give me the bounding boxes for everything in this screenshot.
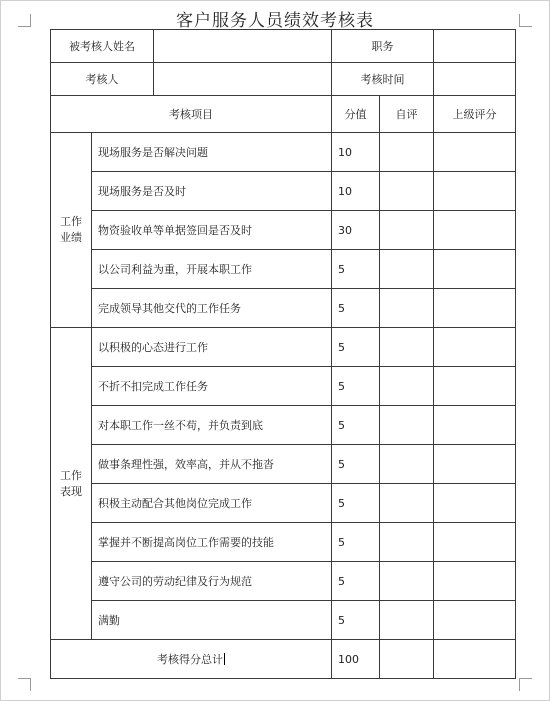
item-label: 现场服务是否解决问题 <box>92 133 332 172</box>
item-label: 遵守公司的劳动纪律及行为规范 <box>92 562 332 601</box>
item-score: 5 <box>332 601 380 640</box>
superior-score-cell[interactable] <box>434 367 516 406</box>
item-score: 5 <box>332 328 380 367</box>
self-score-cell[interactable] <box>380 250 434 289</box>
item-label: 掌握并不断提高岗位工作需要的技能 <box>92 523 332 562</box>
table-row <box>51 445 516 484</box>
header-row-assessor <box>51 63 516 96</box>
self-score-cell[interactable] <box>380 406 434 445</box>
section-label-conduct: 工作 表现 <box>51 328 92 640</box>
table-row <box>51 562 516 601</box>
self-score-cell[interactable] <box>380 172 434 211</box>
item-score: 5 <box>332 445 380 484</box>
assessor-field[interactable] <box>154 63 332 96</box>
self-score-cell[interactable] <box>380 484 434 523</box>
item-label: 以积极的心态进行工作 <box>92 328 332 367</box>
assessor-label: 考核人 <box>51 63 154 96</box>
superior-score-cell[interactable] <box>434 211 516 250</box>
item-score: 10 <box>332 133 380 172</box>
item-label: 满勤 <box>92 601 332 640</box>
table-row <box>51 289 516 328</box>
table-row <box>51 328 516 367</box>
superior-score-cell[interactable] <box>434 172 516 211</box>
self-score-cell[interactable] <box>380 601 434 640</box>
header-row-name <box>51 30 516 63</box>
superior-score-cell[interactable] <box>434 289 516 328</box>
item-score: 5 <box>332 367 380 406</box>
total-self-cell[interactable] <box>380 640 434 679</box>
assess-time-field[interactable] <box>434 63 516 96</box>
column-header-superior: 上级评分 <box>434 96 516 133</box>
column-header-self: 自评 <box>380 96 434 133</box>
section-label-performance: 工作 业绩 <box>51 133 92 328</box>
item-score: 30 <box>332 211 380 250</box>
self-score-cell[interactable] <box>380 523 434 562</box>
superior-score-cell[interactable] <box>434 445 516 484</box>
column-header-score: 分值 <box>332 96 380 133</box>
superior-score-cell[interactable] <box>434 523 516 562</box>
total-score: 100 <box>332 640 380 679</box>
assessee-name-field[interactable] <box>154 30 332 63</box>
total-row <box>51 640 516 679</box>
total-label: 考核得分总计 <box>157 653 223 666</box>
table-row <box>51 406 516 445</box>
superior-score-cell[interactable] <box>434 484 516 523</box>
margin-mark-bottom-left <box>18 678 31 691</box>
item-score: 5 <box>332 406 380 445</box>
table-row <box>51 211 516 250</box>
self-score-cell[interactable] <box>380 367 434 406</box>
total-label-cell[interactable] <box>51 640 332 679</box>
assess-time-label: 考核时间 <box>332 63 434 96</box>
table-row <box>51 601 516 640</box>
self-score-cell[interactable] <box>380 445 434 484</box>
item-score: 5 <box>332 562 380 601</box>
self-score-cell[interactable] <box>380 328 434 367</box>
item-label: 完成领导其他交代的工作任务 <box>92 289 332 328</box>
item-score: 5 <box>332 523 380 562</box>
table-row <box>51 172 516 211</box>
self-score-cell[interactable] <box>380 133 434 172</box>
superior-score-cell[interactable] <box>434 601 516 640</box>
table-row <box>51 523 516 562</box>
self-score-cell[interactable] <box>380 562 434 601</box>
column-header-row <box>51 96 516 133</box>
position-label: 职务 <box>332 30 434 63</box>
table-row <box>51 133 516 172</box>
item-label: 不折不扣完成工作任务 <box>92 367 332 406</box>
evaluation-table <box>50 29 516 679</box>
table-row <box>51 367 516 406</box>
superior-score-cell[interactable] <box>434 133 516 172</box>
superior-score-cell[interactable] <box>434 562 516 601</box>
table-row <box>51 250 516 289</box>
self-score-cell[interactable] <box>380 211 434 250</box>
item-score: 5 <box>332 484 380 523</box>
item-label: 做事条理性强，效率高，并从不拖沓 <box>92 445 332 484</box>
margin-mark-bottom-right <box>519 678 532 691</box>
item-label: 物资验收单等单据签回是否及时 <box>92 211 332 250</box>
item-label: 以公司利益为重，开展本职工作 <box>92 250 332 289</box>
total-superior-cell[interactable] <box>434 640 516 679</box>
assessee-name-label: 被考核人姓名 <box>51 30 154 63</box>
superior-score-cell[interactable] <box>434 328 516 367</box>
document-title: 客户服务人员绩效考核表 <box>176 11 374 31</box>
column-header-item: 考核项目 <box>51 96 332 133</box>
item-score: 5 <box>332 250 380 289</box>
item-score: 5 <box>332 289 380 328</box>
superior-score-cell[interactable] <box>434 406 516 445</box>
item-label: 现场服务是否及时 <box>92 172 332 211</box>
text-cursor <box>224 653 225 665</box>
table-row <box>51 484 516 523</box>
item-label: 对本职工作一丝不苟，并负责到底 <box>92 406 332 445</box>
item-label: 积极主动配合其他岗位完成工作 <box>92 484 332 523</box>
item-score: 10 <box>332 172 380 211</box>
self-score-cell[interactable] <box>380 289 434 328</box>
position-field[interactable] <box>434 30 516 63</box>
superior-score-cell[interactable] <box>434 250 516 289</box>
